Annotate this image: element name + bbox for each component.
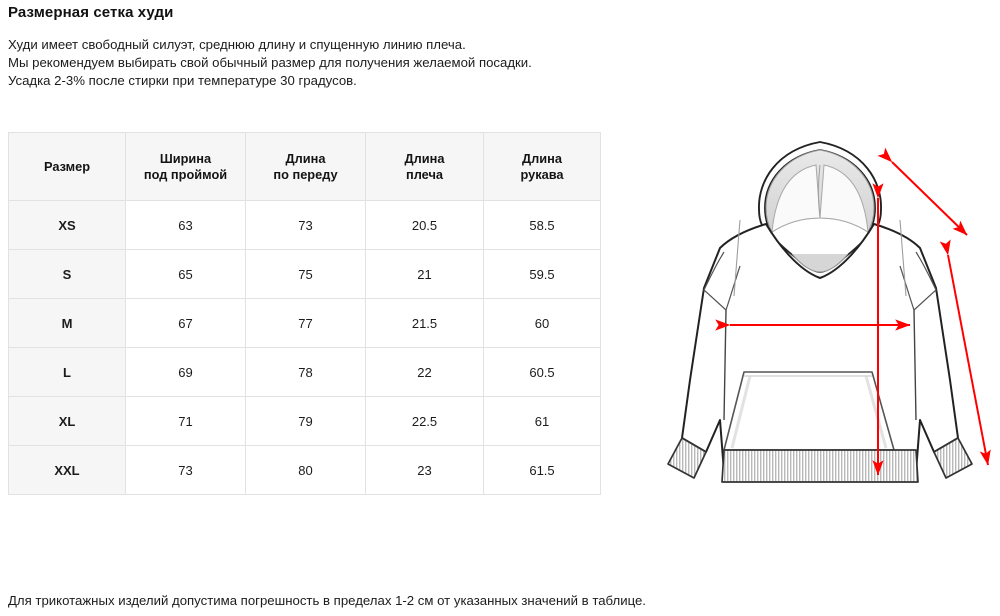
table-row <box>9 397 601 446</box>
column-header-sleeve-line1: Длина <box>522 150 562 166</box>
intro-line-3: Усадка 2-3% после стирки при температуре 30 градусов. <box>8 73 357 88</box>
hoodie-illustration <box>640 120 1000 500</box>
cell-width-under-arm: 67 <box>126 299 246 348</box>
cell-sleeve-length: 61 <box>484 397 601 446</box>
cell-width-under-arm: 71 <box>126 397 246 446</box>
column-header-width-line2: под проймой <box>143 166 228 182</box>
table-row <box>9 250 601 299</box>
cell-front-length: 80 <box>246 446 366 495</box>
table-header-row <box>9 133 601 201</box>
column-header-front-line1: Длина <box>285 150 326 166</box>
cell-shoulder-length: 22 <box>366 348 484 397</box>
cell-sleeve-length: 58.5 <box>484 201 601 250</box>
cell-size: XL <box>9 397 126 446</box>
cell-sleeve-length: 59.5 <box>484 250 601 299</box>
column-header-shoulder-line1: Длина <box>404 150 445 166</box>
column-header-width-line1: Ширина <box>159 150 212 166</box>
cell-sleeve-length: 60 <box>484 299 601 348</box>
cell-width-under-arm: 63 <box>126 201 246 250</box>
hoodie-garment <box>668 142 988 482</box>
size-table-container <box>8 132 601 495</box>
column-header-front-line2: по переду <box>273 166 338 182</box>
table-row <box>9 201 601 250</box>
cell-sleeve-length: 61.5 <box>484 446 601 495</box>
intro-line-2: Мы рекомендуем выбирать свой обычный размер для получения желаемой посадки. <box>8 55 532 70</box>
column-header-sleeve-line2: рукава <box>520 166 564 182</box>
intro-line-1: Худи имеет свободный силуэт, среднюю длину и спущенную линию плеча. <box>8 37 466 52</box>
table-row <box>9 348 601 397</box>
column-header-shoulder-length <box>366 133 484 201</box>
column-header-width-under-arm <box>126 133 246 201</box>
intro-paragraph <box>8 36 608 90</box>
cell-shoulder-length: 21 <box>366 250 484 299</box>
cell-width-under-arm: 65 <box>126 250 246 299</box>
column-header-sleeve-length <box>484 133 601 201</box>
size-table-body <box>9 201 601 495</box>
column-header-size-line1: Размер <box>43 158 91 174</box>
cell-size: XXL <box>9 446 126 495</box>
cell-width-under-arm: 73 <box>126 446 246 495</box>
size-table-head <box>9 133 601 201</box>
column-header-shoulder-line2: плеча <box>405 166 444 182</box>
table-row <box>9 446 601 495</box>
cell-front-length: 75 <box>246 250 366 299</box>
cell-sleeve-length: 60.5 <box>484 348 601 397</box>
shoulder-length-arrow <box>892 162 967 235</box>
column-header-front-length <box>246 133 366 201</box>
cell-size: XS <box>9 201 126 250</box>
cell-shoulder-length: 20.5 <box>366 201 484 250</box>
cell-front-length: 77 <box>246 299 366 348</box>
footnote-text: Для трикотажных изделий допустима погрешность в пределах 1-2 см от указанных значений в таблице. <box>8 593 646 608</box>
table-row <box>9 299 601 348</box>
page-title: Размерная сетка худи <box>8 4 174 21</box>
cell-shoulder-length: 21.5 <box>366 299 484 348</box>
cell-size: L <box>9 348 126 397</box>
column-header-size <box>9 133 126 201</box>
cell-size: M <box>9 299 126 348</box>
cell-shoulder-length: 22.5 <box>366 397 484 446</box>
size-table <box>8 132 601 495</box>
cell-size: S <box>9 250 126 299</box>
cell-shoulder-length: 23 <box>366 446 484 495</box>
cell-front-length: 78 <box>246 348 366 397</box>
cell-front-length: 73 <box>246 201 366 250</box>
cell-width-under-arm: 69 <box>126 348 246 397</box>
cell-front-length: 79 <box>246 397 366 446</box>
hem-ribbing <box>722 450 918 482</box>
